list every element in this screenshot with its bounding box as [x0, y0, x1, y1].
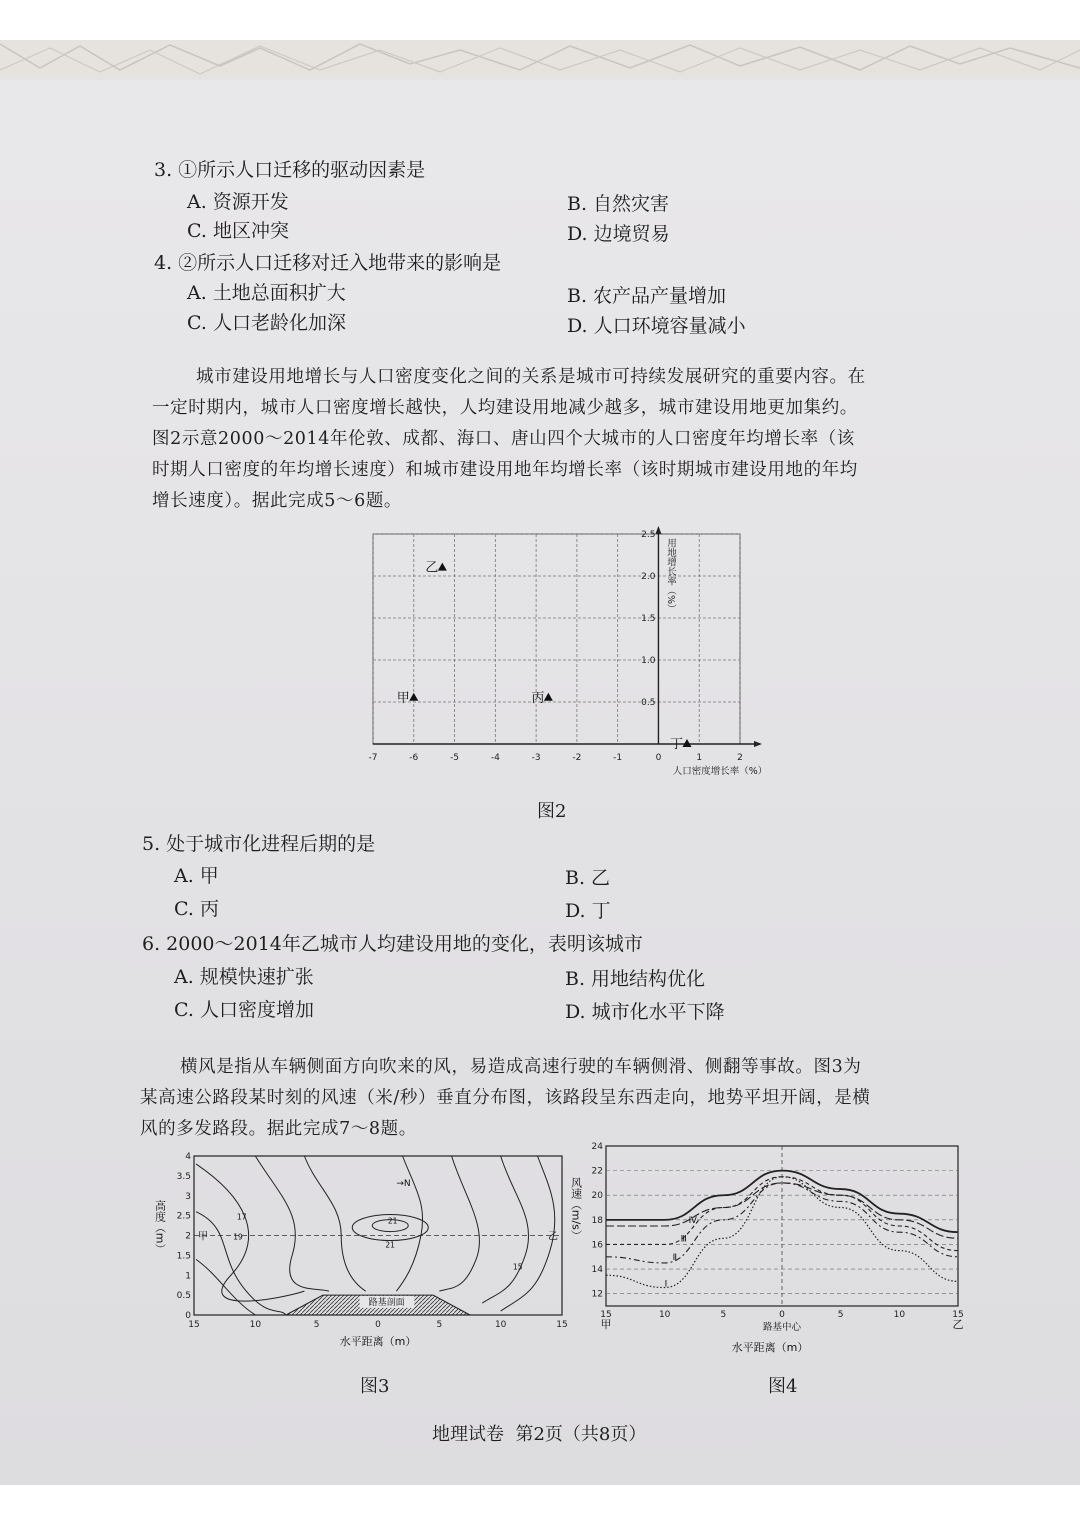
x-tick-label: 5: [436, 1320, 443, 1330]
y-tick-label: 0.5: [641, 698, 656, 708]
y-tick-label: 4: [185, 1152, 191, 1162]
series-label: Ⅱ: [672, 1252, 678, 1263]
question-4-option-a: A. 土地总面积扩大: [187, 282, 346, 304]
y-tick-label: 20: [591, 1191, 603, 1202]
passage-2-line: 风的多发路段。据此完成7～8题。: [140, 1119, 417, 1139]
page-footer: 地理试卷 第2页（共8页）: [432, 1424, 647, 1445]
contour-line: [196, 1212, 286, 1315]
question-5-option-b: B. 乙: [565, 867, 611, 889]
x-tick-label: -7: [368, 753, 378, 763]
x-tick-label: 10: [249, 1320, 262, 1330]
x-tick-label: 0: [375, 1320, 381, 1330]
y-axis-label: 风速（m/s）: [570, 1176, 583, 1241]
x-tick-label: 15: [188, 1320, 200, 1330]
y-tick-label: 0: [185, 1311, 191, 1321]
x-tick-label: 0: [655, 753, 662, 763]
question-5-option-a: A. 甲: [174, 865, 219, 887]
passage-1-line: 增长速度）。据此完成5～6题。: [152, 491, 403, 511]
torn-edge-decoration: [0, 40, 1080, 80]
y-tick-label: 3: [185, 1191, 191, 1202]
x-tick-label: 5: [837, 1310, 844, 1320]
x-tick-label: 5: [313, 1320, 320, 1330]
y-tick-label: 1.5: [176, 1251, 191, 1262]
passage-1-line: 城市建设用地增长与人口密度变化之间的关系是城市可持续发展研究的重要内容。在: [196, 367, 866, 387]
question-4-option-d: D. 人口环境容量减小: [567, 315, 746, 337]
contour-line: [196, 1259, 255, 1315]
y-tick-label: 0.5: [176, 1291, 191, 1302]
contour-line: [304, 1156, 365, 1291]
x-tick-label: -1: [613, 753, 623, 763]
end-label-jia: 甲: [600, 1318, 612, 1331]
end-label-yi: 乙: [952, 1318, 964, 1331]
road-profile-label: 路基剖面: [368, 1298, 405, 1309]
contour-line: [196, 1164, 304, 1301]
y-tick-label: 1: [185, 1271, 191, 1282]
series-label: Ⅳ: [688, 1216, 697, 1226]
contour-line: [482, 1156, 528, 1303]
question-6-option-d: D. 城市化水平下降: [565, 1001, 725, 1023]
x-tick-label: 15: [952, 1310, 964, 1320]
data-point-marker: [438, 563, 447, 571]
y-tick-label: 1.5: [641, 614, 656, 624]
contour-value-label: 21: [387, 1216, 398, 1226]
passage-1-line: 一定时期内，城市人口密度增长越快，人均建设用地减少越多，城市建设用地更加集约。: [152, 398, 858, 418]
passage-1-line: 时期人口密度的年均增长速度）和城市建设用地年均增长率（该时期城市建设用地的年均: [152, 460, 858, 480]
x-tick-label: -6: [409, 753, 419, 763]
contour-value-label: 17: [236, 1212, 247, 1222]
x-tick-label: 5: [720, 1310, 727, 1320]
figure-3-caption: 图3: [360, 1376, 390, 1397]
contour-line: [255, 1156, 329, 1291]
x-axis-label: 水平距离（m）: [731, 1341, 809, 1354]
data-point-label: 丁: [669, 737, 684, 752]
passage-2-line: 某高速公路段某时刻的风速（米/秒）垂直分布图，该路段呈东西走向，地势平坦开阔，是横: [140, 1088, 871, 1108]
contour-value-label: 15: [512, 1262, 523, 1272]
x-tick-label: 10: [494, 1320, 507, 1330]
question-3-option-b: B. 自然灾害: [567, 193, 670, 215]
series-label: Ⅰ: [664, 1279, 668, 1290]
question-5-option-d: D. 丁: [565, 900, 611, 922]
question-5-stem: 5. 处于城市化进程后期的是: [142, 833, 376, 855]
series-line: [606, 1171, 958, 1233]
y-tick-label: 14: [591, 1265, 603, 1276]
contour-line: [501, 1156, 555, 1311]
x-tick-label: 2: [737, 753, 743, 763]
contour-value-label: 19: [233, 1232, 243, 1242]
question-4-stem: 4. ②所示人口迁移对迁入地带来的影响是: [154, 252, 502, 274]
data-point-marker: [409, 693, 418, 701]
x-tick-label: -5: [450, 753, 460, 763]
point-label-yi: 乙: [548, 1231, 558, 1243]
y-tick-label: 12: [591, 1289, 603, 1300]
y-tick-label: 2: [185, 1231, 191, 1242]
y-axis-arrow: [655, 526, 661, 534]
question-5-option-c: C. 丙: [174, 898, 219, 920]
x-tick-label: 15: [556, 1320, 568, 1330]
x-tick-label: 10: [658, 1310, 671, 1320]
series-line: [606, 1183, 958, 1263]
y-tick-label: 24: [591, 1142, 603, 1152]
x-tick-label: -3: [531, 753, 541, 763]
data-point-marker: [682, 739, 691, 747]
question-3-option-c: C. 地区冲突: [187, 220, 289, 242]
y-tick-label: 18: [591, 1215, 603, 1226]
x-axis-label: 水平距离（m）: [339, 1335, 417, 1348]
passage-2-line: 横风是指从车辆侧面方向吹来的风，易造成高速行驶的车辆侧滑、侧翻等事故。图3为: [180, 1057, 862, 1077]
series-label: Ⅲ: [680, 1234, 687, 1245]
contour-value-label: 21: [385, 1240, 395, 1250]
x-tick-label: -4: [490, 753, 500, 763]
question-6-option-a: A. 规模快速扩张: [174, 966, 314, 988]
contour-line: [439, 1156, 479, 1291]
x-axis-label: 人口密度增长率（%）: [672, 766, 768, 777]
y-axis-label: 高度（m）: [153, 1199, 167, 1255]
data-point-label: 丙: [531, 690, 545, 706]
question-3-option-a: A. 资源开发: [187, 191, 289, 213]
y-tick-label: 2.5: [176, 1211, 191, 1222]
data-point-marker: [544, 693, 553, 701]
figure-4-wind-speed-line-chart: [570, 1138, 970, 1358]
x-tick-label: 0: [779, 1310, 785, 1320]
question-4-option-b: B. 农产品产量增加: [567, 285, 727, 307]
data-point-label: 甲: [396, 690, 410, 706]
point-label-jia: 甲: [198, 1231, 208, 1243]
question-6-option-b: B. 用地结构优化: [565, 968, 706, 990]
reading-passage-2: [140, 1052, 960, 1145]
question-6-option-c: C. 人口密度增加: [174, 999, 314, 1021]
x-tick-label: 1: [696, 753, 703, 763]
x-tick-label: 15: [600, 1310, 612, 1320]
north-arrow-label: →N: [396, 1178, 411, 1189]
figure-2-caption: 图2: [537, 801, 567, 822]
figure-4-caption: 图4: [768, 1376, 798, 1397]
y-tick-label: 16: [591, 1240, 603, 1251]
x-axis-arrow: [754, 741, 762, 747]
question-6-stem: 6. 2000～2014年乙城市人均建设用地的变化，表明该城市: [142, 933, 643, 955]
y-tick-label: 2.5: [641, 530, 656, 540]
contour-line: [396, 1156, 422, 1291]
passage-1-line: 图2示意2000～2014年伦敦、成都、海口、唐山四个大城市的人口密度年均增长率（该: [152, 429, 855, 449]
reading-passage-1: [152, 362, 962, 517]
data-point-label: 乙: [425, 560, 439, 576]
y-tick-label: 22: [591, 1166, 603, 1177]
y-tick-label: 3.5: [176, 1171, 191, 1182]
question-4-option-c: C. 人口老龄化加深: [187, 312, 346, 334]
road-center-label: 路基中心: [762, 1322, 802, 1333]
x-tick-label: -2: [572, 753, 582, 763]
figure-2-scatter-chart: [360, 522, 780, 790]
y-tick-label: 1.0: [641, 656, 656, 666]
x-tick-label: 10: [893, 1310, 906, 1320]
figure-3-wind-contour-chart: [150, 1145, 580, 1355]
question-3-option-d: D. 边境贸易: [567, 223, 670, 245]
y-axis-label: 用地增长率（%）: [664, 538, 676, 614]
question-3-stem: 3. ①所示人口迁移的驱动因素是: [154, 159, 426, 181]
y-tick-label: 2.0: [641, 572, 656, 582]
